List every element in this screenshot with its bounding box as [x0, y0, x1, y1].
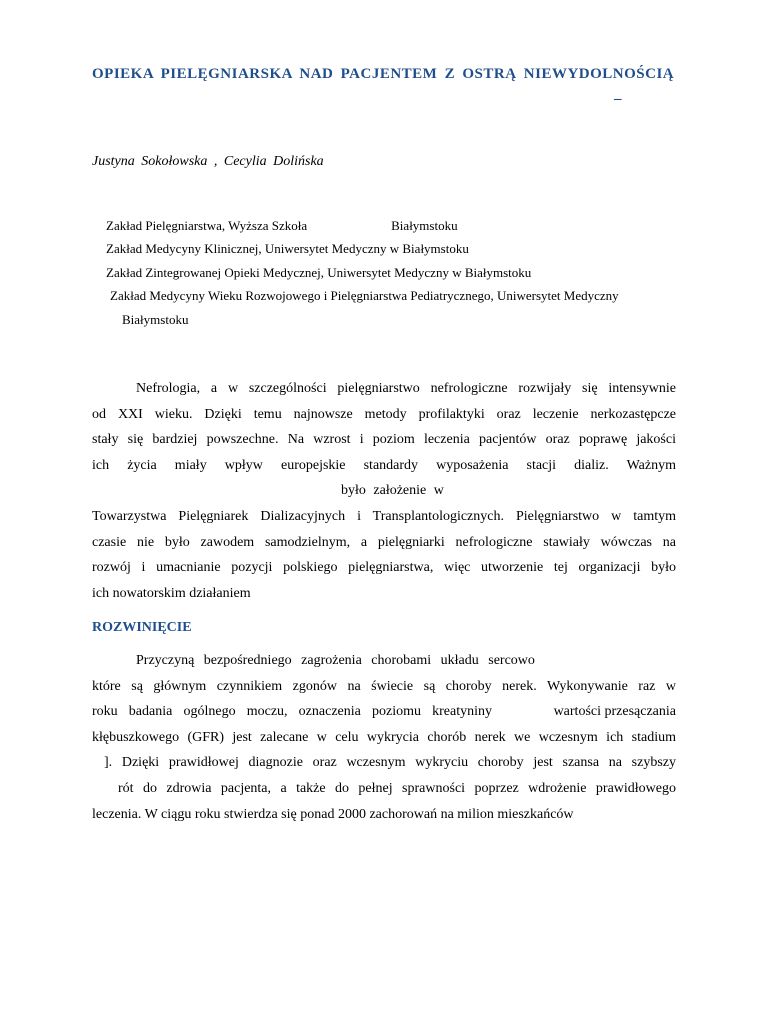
body-line-3-part-b: wartości przesączania — [553, 704, 676, 720]
intro-line-8: rozwój i umacnianie pozycji polskiego pielęgniarstwa, więc utworzenie tej organizacji było — [92, 560, 676, 576]
section-heading: ROZWINIĘCIE — [92, 620, 192, 635]
title-dash: – — [614, 91, 622, 107]
affiliation-4-continued: Białymstoku — [122, 312, 189, 327]
body-line-3-part-a: roku badania ogólnego moczu, oznaczenia poziomu kreatyniny — [92, 704, 492, 720]
affiliation-4: Zakład Medycyny Wieku Rozwojowego i Pielęgniarstwa Pediatrycznego, Uniwersytet Medyczny — [110, 288, 619, 303]
affiliation-3: Zakład Zintegrowanej Opieki Medycznej, Uniwersytet Medyczny w Białymstoku — [106, 265, 532, 280]
affiliation-1-part-b: Białymstoku — [391, 218, 458, 233]
body-line-1: Przyczyną bezpośredniego zagrożenia chorobami układu sercowo — [136, 653, 535, 668]
intro-line-3: stały się bardziej powszechne. Na wzrost i poziom leczenia pacjentów oraz poprawę jakości — [92, 432, 676, 448]
body-line-4: kłębuszkowego (GFR) jest zalecane w celu wykrycia chorób nerek we wczesnym ich stadium — [92, 729, 676, 745]
affiliation-1-part-a: Zakład Pielęgniarstwa, Wyższa Szkoła — [106, 218, 308, 233]
intro-line-5: było założenie w — [341, 483, 444, 499]
body-line-7: leczenia. W ciągu roku stwierdza się ponad 2000 zachorowań na milion mieszkańców — [92, 806, 574, 822]
intro-line-9: ich nowatorskim działaniem — [92, 585, 251, 601]
body-line-6: rót do zdrowia pacjenta, a także do pełnej sprawności poprzez wdrożenie prawidłowego — [118, 780, 676, 796]
document-title: OPIEKA PIELĘGNIARSKA NAD PACJENTEM Z OSTRĄ NIEWYDOLNOŚCIĄ — [92, 66, 675, 82]
affiliation-2: Zakład Medycyny Klinicznej, Uniwersytet Medyczny w Białymstoku — [106, 241, 469, 256]
intro-line-7: czasie nie było zawodem samodzielnym, a pielęgniarki nefrologiczne stawiały wówczas na — [92, 534, 676, 550]
intro-paragraph — [92, 376, 676, 606]
intro-line-1: Nefrologia, a w szczególności pielęgniarstwo nefrologiczne rozwijały się intensywnie — [136, 381, 676, 396]
body-paragraph — [92, 648, 676, 827]
affiliation-1 — [106, 218, 458, 234]
intro-line-6: Towarzystwa Pielęgniarek Dializacyjnych i Transplantologicznych. Pielęgniarstwo w tamtym — [92, 508, 676, 524]
authors: Justyna Sokołowska , Cecylia Dolińska — [92, 154, 324, 169]
intro-line-2: od XXI wieku. Dzięki temu najnowsze metody profilaktyki oraz leczenie nerkozastępcze — [92, 406, 676, 422]
body-line-2: które są głównym czynnikiem zgonów na świecie są choroby nerek. Wykonywanie raz w — [92, 678, 676, 694]
body-line-3 — [92, 699, 676, 725]
body-line-5: ]. Dzięki prawidłowej diagnozie oraz wczesnym wykryciu choroby jest szansa na szybszy — [104, 755, 676, 771]
intro-line-4: ich życia miały wpływ europejskie standardy wyposażenia stacji dializ. Ważnym — [92, 457, 676, 473]
